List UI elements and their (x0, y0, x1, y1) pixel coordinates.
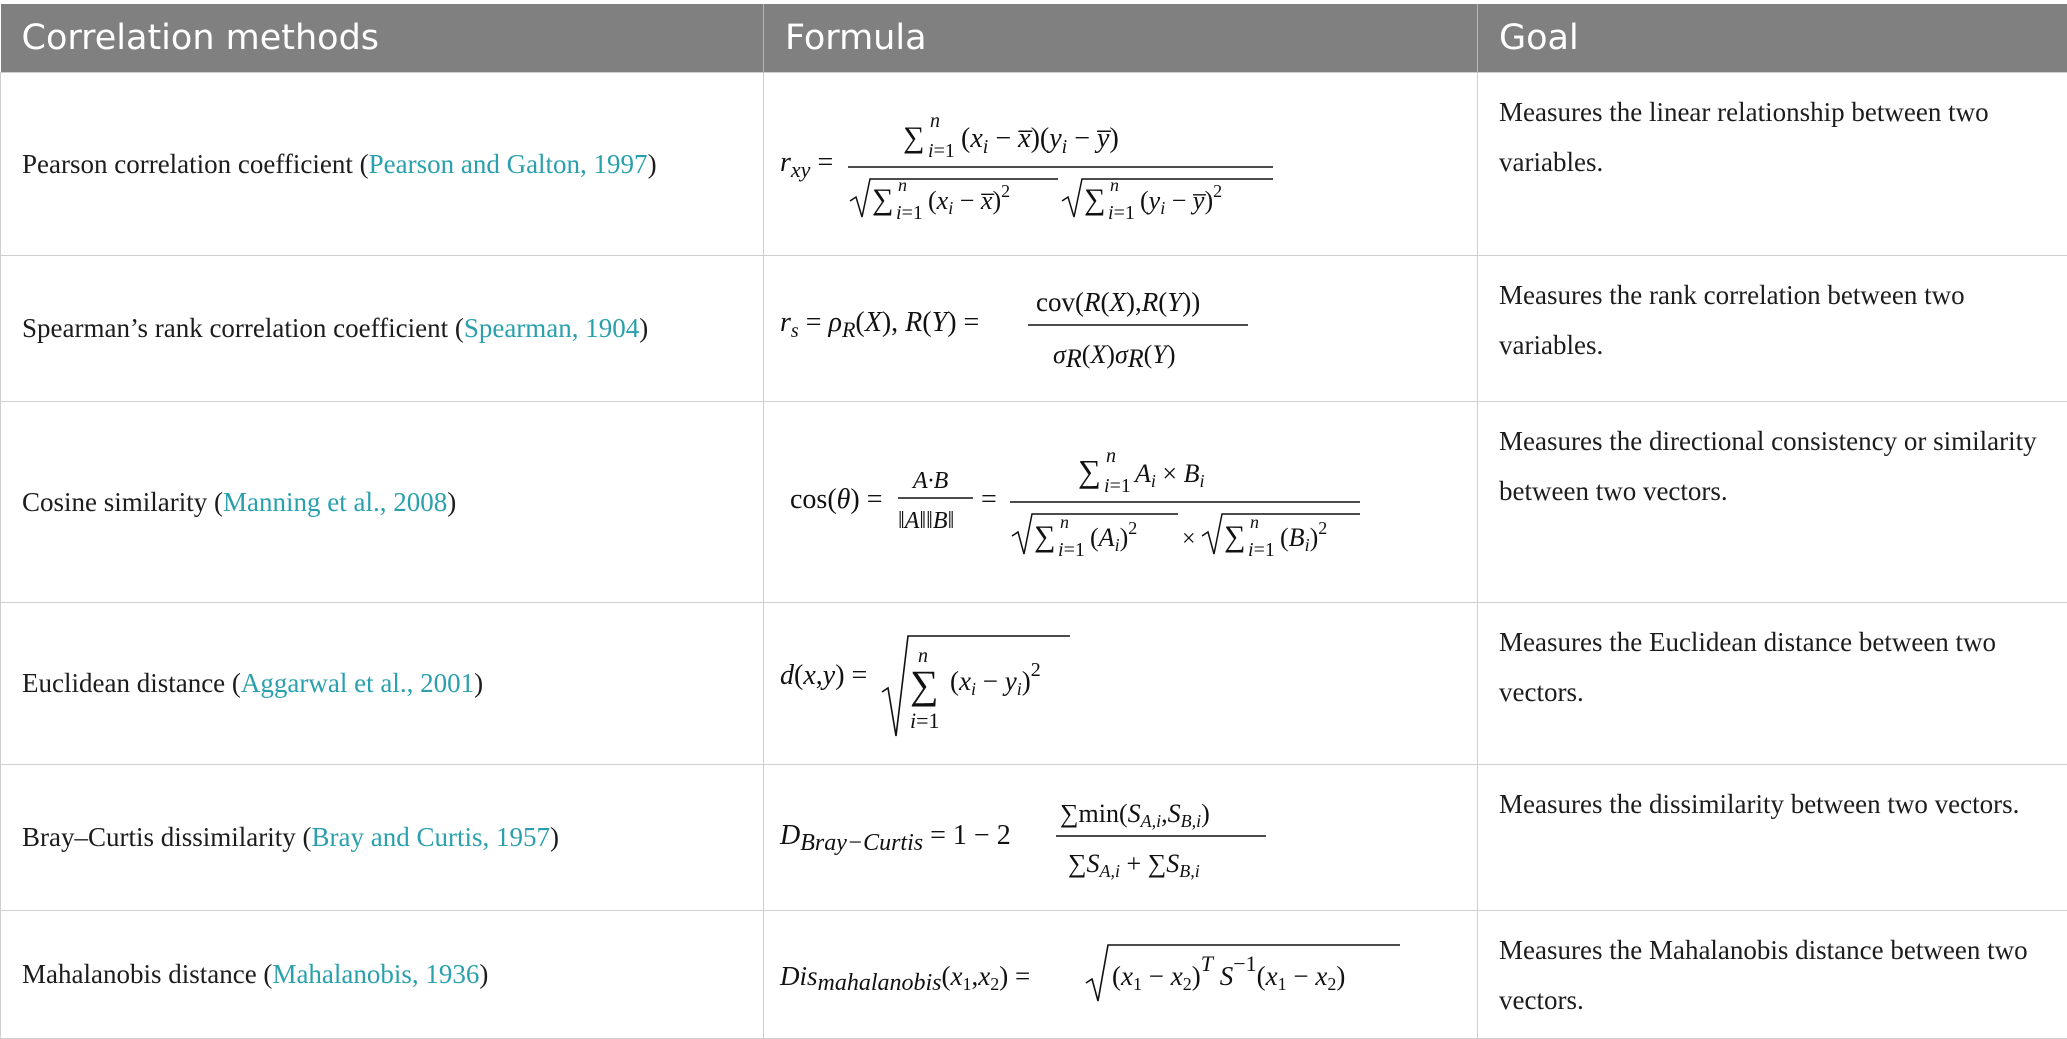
correlation-methods-table (0, 4, 2067, 1039)
svg-text:n: n (1106, 445, 1116, 467)
svg-text:n: n (1060, 512, 1069, 532)
table-row (1, 765, 2067, 911)
citation-link[interactable]: Pearson and Galton, 1997 (369, 149, 648, 179)
formula-cell (764, 911, 1478, 1039)
svg-text:(x1 − x2)T S−1(x1 − x2): $(x1 - x2)^T$ $S^{-1}(x1 - x2)$ (1112, 951, 1345, 994)
method-close: ) (474, 668, 483, 698)
goal-cell: Measures the dissimilarity between two vectors. (1478, 765, 2067, 911)
svg-text:n: n (930, 110, 940, 132)
formula-cell (764, 603, 1478, 765)
method-cell (1, 73, 764, 256)
citation-link[interactable]: Mahalanobis, 1936 (272, 959, 479, 989)
svg-text:(yi − y̅)2: (yi − y̅)$^2$ (1140, 181, 1222, 218)
method-name: Euclidean distance ( (22, 668, 241, 698)
method-close: ) (550, 822, 559, 852)
method-name: Spearman’s rank correlation coefficient ( (22, 313, 464, 343)
svg-text:rxy =: $r_{xy}$ = (780, 147, 833, 182)
formula-cell (764, 402, 1478, 603)
header-row (1, 4, 2067, 73)
svg-text:(xi − x̅)(yi − y̅): ($x_i$ − $x̅)(y_i$ − y̅) (961, 123, 1119, 158)
svg-text:i=1: i=1 (1248, 539, 1275, 561)
method-name: Cosine similarity ( (22, 487, 223, 517)
header-methods: Correlation methods (1, 4, 764, 73)
method-cell (1, 911, 764, 1039)
euclidean-formula (778, 624, 1098, 744)
mahalanobis-formula (778, 935, 1418, 1015)
svg-text:(xi − x̅)2: (xi − x̅)$^2$ (928, 181, 1010, 218)
citation-link[interactable]: Bray and Curtis, 1957 (312, 822, 550, 852)
svg-text:i=1: i=1 (1104, 475, 1131, 497)
table-row (1, 402, 2067, 603)
svg-text:∑: ∑ (903, 121, 924, 154)
method-cell (1, 256, 764, 402)
goal-cell: Measures the directional consistency or similarity between two vectors. (1478, 402, 2067, 603)
svg-text:(Ai)2: $(Ai)^2$ (1090, 518, 1137, 555)
svg-text:n: n (1250, 512, 1259, 532)
svg-text:i=1: i=1 (1058, 539, 1085, 561)
svg-text:∑: ∑ (1224, 520, 1245, 553)
citation-link[interactable]: Aggarwal et al., 2001 (241, 668, 474, 698)
citation-link[interactable]: Spearman, 1904 (464, 313, 639, 343)
formula-cell (764, 256, 1478, 402)
svg-text:DBray−Curtis = 1 − 2: DBray−Curtis = 1 − 2 (779, 820, 1011, 856)
header-goal: Goal (1478, 4, 2067, 73)
svg-text:‖A‖‖B‖: ‖A‖‖B‖ (898, 508, 954, 534)
svg-text:i=1: i=1 (910, 708, 940, 733)
table-row (1, 911, 2067, 1039)
svg-text:d(x,y) =: d(x,y) = (780, 660, 867, 691)
svg-text:(Bi)2: $(Bi)^2$ (1280, 518, 1327, 555)
svg-text:i=1: i=1 (896, 202, 923, 224)
svg-text:=: = (981, 484, 997, 515)
method-close: ) (648, 149, 657, 179)
pearson-formula (778, 99, 1298, 229)
svg-text:∑min(SA,i,SB,i): ∑min(SA,i,SB,i) (1060, 799, 1210, 831)
svg-text:n: n (1110, 175, 1119, 195)
goal-cell: Measures the Euclidean distance between two vectors. (1478, 603, 2067, 765)
method-cell (1, 765, 764, 911)
table-row (1, 603, 2067, 765)
method-close: ) (447, 487, 456, 517)
cosine-formula (778, 432, 1378, 572)
method-cell (1, 603, 764, 765)
svg-text:n: n (898, 175, 907, 195)
svg-text:×: × (1182, 526, 1196, 552)
method-name: Pearson correlation coefficient ( (22, 149, 369, 179)
svg-text:cos(θ) =: cos(θ) = (790, 484, 883, 515)
goal-cell: Measures the Mahalanobis distance between two vectors. (1478, 911, 2067, 1039)
svg-text:(xi − yi)2: (xi − yi)$^2$ (950, 659, 1041, 699)
svg-text:n: n (918, 645, 928, 667)
bray-curtis-formula (778, 788, 1278, 888)
method-name: Bray–Curtis dissimilarity ( (22, 822, 312, 852)
table-row (1, 73, 2067, 256)
svg-text:rs = ρR(X), R(Y) =: $r_s = \rho_R(X)$, R(Y) = (780, 307, 979, 342)
svg-text:∑: ∑ (1078, 453, 1101, 489)
svg-text:A·B: A·B (911, 468, 949, 494)
svg-text:∑: ∑ (1034, 520, 1055, 553)
svg-text:∑: ∑ (910, 662, 939, 707)
svg-text:i=1: i=1 (1108, 202, 1135, 224)
goal-cell: Measures the linear relationship between two variables. (1478, 73, 2067, 256)
method-name: Mahalanobis distance ( (22, 959, 272, 989)
svg-text:i=1: i=1 (928, 140, 955, 162)
svg-text:∑: ∑ (872, 183, 893, 216)
method-close: ) (639, 313, 648, 343)
header-formula: Formula (764, 4, 1478, 73)
svg-text:σR(X)σR(Y): σR(X)σR(Y) (1053, 340, 1175, 373)
formula-cell (764, 765, 1478, 911)
method-cell (1, 402, 764, 603)
svg-text:Ai × Bi: Ai × Bi (1133, 459, 1204, 491)
spearman-formula (778, 279, 1278, 379)
method-close: ) (479, 959, 488, 989)
svg-text:∑: ∑ (1084, 183, 1105, 216)
svg-text:Dismahalanobis(x1,x2) =: Dismahalanobis(x1,x2) = (779, 961, 1030, 996)
svg-text:cov(R(X),R(Y)): cov(R(X),R(Y)) (1036, 287, 1200, 317)
svg-text:∑SA,i + ∑SB,i: ∑SA,i + ∑SB,i (1068, 849, 1200, 881)
formula-cell (764, 73, 1478, 256)
goal-cell: Measures the rank correlation between two variables. (1478, 256, 2067, 402)
citation-link[interactable]: Manning et al., 2008 (223, 487, 447, 517)
table-row (1, 256, 2067, 402)
